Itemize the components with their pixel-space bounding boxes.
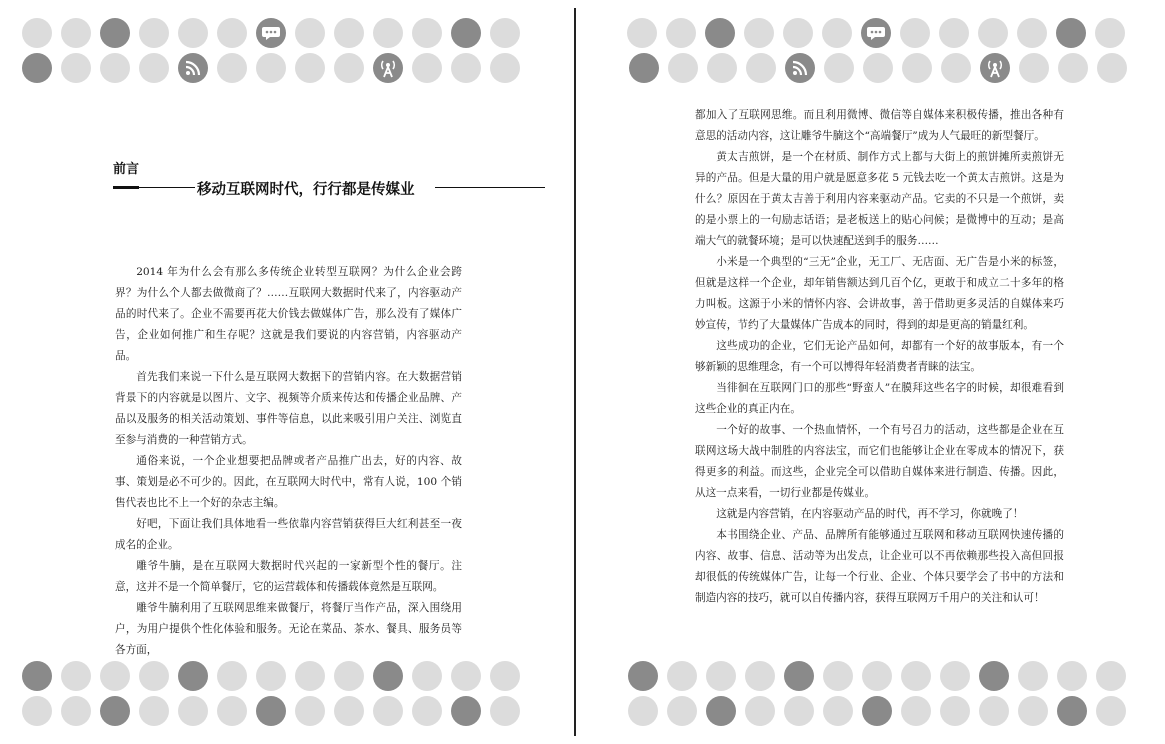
decorative-dot bbox=[217, 18, 247, 48]
decorative-dot bbox=[100, 53, 130, 83]
paragraph: 黄太吉煎饼，是一个在材质、制作方式上都与大街上的煎饼摊所卖煎饼无异的产品。但是大量的用户就是愿意多花 5 元钱去吃一个黄太吉煎饼。这是为什么？原因在于黄太吉善于利用内容来驱动产品。它卖的不只是一个煎饼，卖的是小票上的一句励志话语；是老板送上的贴心问候；是微博中的互动；是高端大气的就餐环境；是可以快速配送到手的服务…… bbox=[695, 151, 1064, 247]
decorative-dot bbox=[490, 18, 520, 48]
decorative-dot bbox=[22, 696, 52, 726]
decorative-dot bbox=[373, 696, 403, 726]
decorative-dot bbox=[373, 18, 403, 48]
decorative-dot bbox=[451, 661, 481, 691]
decorative-dot bbox=[178, 661, 208, 691]
decorative-dot bbox=[373, 661, 403, 691]
decorative-dot bbox=[1096, 661, 1126, 691]
book-spine bbox=[574, 8, 576, 736]
rss-icon bbox=[785, 53, 815, 83]
decorative-dot bbox=[139, 661, 169, 691]
decorative-dot bbox=[978, 18, 1008, 48]
heading-rule-right bbox=[435, 187, 545, 188]
decorative-dot bbox=[705, 18, 735, 48]
decorative-dot bbox=[1057, 696, 1087, 726]
decorative-dot bbox=[862, 661, 892, 691]
decorative-dot bbox=[901, 696, 931, 726]
broadcast-tower-icon bbox=[980, 53, 1010, 83]
decorative-dot bbox=[863, 53, 893, 83]
decorative-dot bbox=[22, 53, 52, 83]
paragraph: 小米是一个典型的“三无”企业，无工厂、无店面、无广告是小米的标签，但就是这样一个企业，却年销售额达到几百个亿，更敢于和成立二十多年的格力叫板。这源于小米的情怀内容、会讲故事，善于借助更多灵活的自媒体来巧妙宣传，节约了大量媒体广告成本的同时，得到的却是更高的销量红利。 bbox=[695, 256, 1064, 331]
decorative-dot bbox=[627, 18, 657, 48]
decorative-dot bbox=[783, 18, 813, 48]
heading-accent-bar bbox=[113, 186, 139, 189]
decorative-dot bbox=[1097, 53, 1127, 83]
preface-heading bbox=[113, 158, 545, 208]
decorative-dot bbox=[22, 18, 52, 48]
decorative-dot bbox=[217, 696, 247, 726]
decorative-dot bbox=[334, 18, 364, 48]
decorative-dot bbox=[862, 696, 892, 726]
decorative-dot bbox=[979, 661, 1009, 691]
decorative-dot bbox=[178, 696, 208, 726]
rss-icon bbox=[178, 53, 208, 83]
decorative-dot bbox=[707, 53, 737, 83]
decorative-dot bbox=[784, 661, 814, 691]
decorative-dot bbox=[412, 696, 442, 726]
decorative-dot bbox=[22, 661, 52, 691]
paragraph: 这就是内容营销，在内容驱动产品的时代，再不学习，你就晚了！ bbox=[716, 508, 1024, 520]
paragraph: 本书围绕企业、产品、品牌所有能够通过互联网和移动互联网快速传播的内容、故事、信息、活动等为出发点，让企业可以不再依赖那些投入高但回报却很低的传统媒体广告，让每一个行业、企业、个体只要学会了书中的方法和制造内容的技巧，就可以自传播内容，获得互联网万千用户的关注和认可！ bbox=[695, 529, 1064, 604]
decorative-dot bbox=[979, 696, 1009, 726]
decorative-dot bbox=[451, 18, 481, 48]
chat-icon bbox=[256, 18, 286, 48]
decorative-dot bbox=[940, 696, 970, 726]
decorative-dot bbox=[1019, 53, 1049, 83]
paragraph: 雕爷牛腩利用了互联网思维来做餐厅，将餐厅当作产品，深入围绕用户，为用户提供个性化体验和服务。无论在菜品、茶水、餐具、服务员等各方面， bbox=[115, 602, 462, 656]
decorative-dot bbox=[490, 696, 520, 726]
decorative-dot bbox=[451, 53, 481, 83]
decorative-dot bbox=[902, 53, 932, 83]
decorative-dot bbox=[217, 661, 247, 691]
decorative-dot bbox=[61, 18, 91, 48]
decorative-dot bbox=[940, 661, 970, 691]
decorative-dot bbox=[139, 18, 169, 48]
decorative-dot bbox=[666, 18, 696, 48]
decorative-dot bbox=[61, 661, 91, 691]
decorative-dot bbox=[178, 18, 208, 48]
decorative-dot bbox=[490, 53, 520, 83]
decorative-dot bbox=[1017, 18, 1047, 48]
decorative-dot bbox=[667, 696, 697, 726]
decorative-dot bbox=[941, 53, 971, 83]
decorative-dot bbox=[256, 53, 286, 83]
paragraph: 雕爷牛腩，是在互联网大数据时代兴起的一家新型个性的餐厅。注意，这并不是一个简单餐厅，它的运营载体和传播载体竟然是互联网。 bbox=[115, 560, 462, 593]
chapter-label: 前言 bbox=[113, 162, 140, 177]
decorative-dot bbox=[628, 696, 658, 726]
decorative-dot bbox=[217, 53, 247, 83]
decorative-dot bbox=[744, 18, 774, 48]
decorative-dot bbox=[61, 696, 91, 726]
decorative-dot bbox=[746, 53, 776, 83]
paragraph: 好吧，下面让我们具体地看一些依靠内容营销获得巨大红利甚至一夜成名的企业。 bbox=[115, 518, 462, 551]
decorative-dot bbox=[1018, 696, 1048, 726]
decorative-dot bbox=[100, 18, 130, 48]
paragraph: 当徘徊在互联网门口的那些“野蛮人”在膜拜这些名字的时候，却很难看到这些企业的真正内在。 bbox=[695, 382, 1064, 415]
paragraph-continuation: 都加入了互联网思维。而且利用微博、微信等自媒体来积极传播，推出各种有意思的活动内容，这让雕爷牛腩这个“高端餐厅”成为人气最旺的新型餐厅。 bbox=[695, 109, 1064, 142]
broadcast-tower-icon bbox=[373, 53, 403, 83]
decorative-dot bbox=[901, 661, 931, 691]
decorative-dot bbox=[334, 53, 364, 83]
decorative-dot bbox=[256, 696, 286, 726]
decorative-dot bbox=[784, 696, 814, 726]
decorative-dot bbox=[412, 18, 442, 48]
paragraph: 通俗来说，一个企业想要把品牌或者产品推广出去，好的内容、故事、策划是必不可少的。因此，在互联网大时代中，常有人说，100 个销售代表也比不上一个好的杂志主编。 bbox=[115, 455, 462, 509]
decorative-dot bbox=[256, 661, 286, 691]
decorative-dot bbox=[823, 696, 853, 726]
decorative-dot bbox=[295, 53, 325, 83]
paragraph: 一个好的故事、一个热血情怀，一个有号召力的活动，这些都是企业在互联网这场大战中制胜的内容法宝，而它们也能够让企业在零成本的情况下，获得更多的利益。而这些，企业完全可以借助自媒体来进行制造、传播。因此，从这一点来看，一切行业都是传媒业。 bbox=[695, 424, 1064, 499]
decorative-dot bbox=[295, 18, 325, 48]
decorative-dot bbox=[939, 18, 969, 48]
decorative-dot bbox=[824, 53, 854, 83]
decorative-dot bbox=[1018, 661, 1048, 691]
left-page-body bbox=[115, 262, 462, 661]
decorative-dot bbox=[668, 53, 698, 83]
decorative-dot bbox=[745, 696, 775, 726]
decorative-dot bbox=[100, 661, 130, 691]
decorative-dot bbox=[1058, 53, 1088, 83]
decorative-dot bbox=[822, 18, 852, 48]
decorative-dot bbox=[139, 53, 169, 83]
decorative-dot bbox=[334, 661, 364, 691]
decorative-dot bbox=[628, 661, 658, 691]
heading-rule-left bbox=[139, 187, 195, 188]
paragraph: 2014 年为什么会有那么多传统企业转型互联网？为什么企业会跨界？为什么个人都去做微商了？……互联网大数据时代来了，内容驱动产品的时代来了。企业不需要再花大价钱去做媒体广告，那么没有了媒体广告，企业如何推广和生存呢？这就是我们要说的内容营销，内容驱动产品。 bbox=[115, 266, 462, 362]
decorative-dot bbox=[490, 661, 520, 691]
paragraph: 这些成功的企业，它们无论产品如何，却都有一个好的故事版本，有一个够新颖的思维理念，有一个可以博得年轻消费者青睐的法宝。 bbox=[695, 340, 1064, 373]
decorative-dot bbox=[295, 696, 325, 726]
chat-icon bbox=[861, 18, 891, 48]
decorative-dot bbox=[334, 696, 364, 726]
decorative-dot bbox=[823, 661, 853, 691]
right-page-body bbox=[695, 105, 1064, 609]
decorative-dot bbox=[706, 696, 736, 726]
decorative-dot bbox=[100, 696, 130, 726]
decorative-dot bbox=[412, 661, 442, 691]
decorative-dot bbox=[412, 53, 442, 83]
decorative-dot bbox=[451, 696, 481, 726]
decorative-dot bbox=[295, 661, 325, 691]
decorative-dot bbox=[1056, 18, 1086, 48]
decorative-dot bbox=[1096, 696, 1126, 726]
decorative-dot bbox=[667, 661, 697, 691]
decorative-dot bbox=[900, 18, 930, 48]
decorative-dot bbox=[629, 53, 659, 83]
paragraph: 首先我们来说一下什么是互联网大数据下的营销内容。在大数据营销背景下的内容就是以图片、文字、视频等介质来传达和传播企业品牌、产品以及服务的相关活动策划、事件等信息，以此来吸引用户关注、浏览直至参与消费的一种营销方式。 bbox=[115, 371, 462, 446]
decorative-dot bbox=[1095, 18, 1125, 48]
decorative-dot bbox=[139, 696, 169, 726]
decorative-dot bbox=[1057, 661, 1087, 691]
decorative-dot bbox=[61, 53, 91, 83]
chapter-title: 移动互联网时代，行行都是传媒业 bbox=[197, 182, 415, 198]
decorative-dot bbox=[706, 661, 736, 691]
decorative-dot bbox=[745, 661, 775, 691]
